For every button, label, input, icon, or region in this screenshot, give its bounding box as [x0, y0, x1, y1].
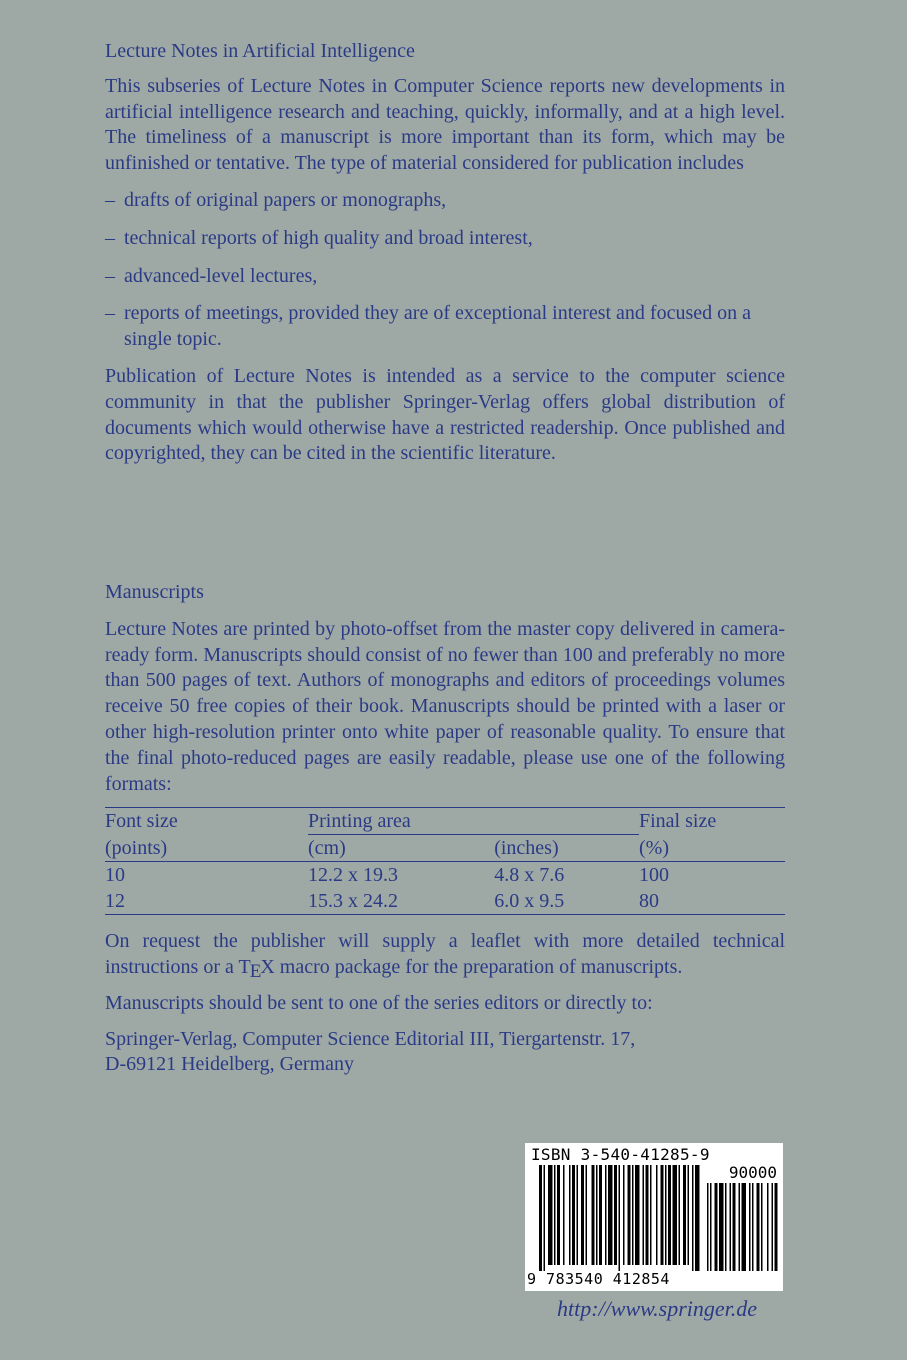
barcode-bar — [661, 1165, 664, 1265]
request-text: On request the publisher will supply a leaflet with more detailed technical instructions or a T — [105, 930, 785, 979]
barcode-addon-bar — [707, 1183, 709, 1271]
barcode-bar — [586, 1165, 588, 1265]
barcode-addon-bar — [725, 1183, 727, 1271]
barcode-bar — [563, 1165, 565, 1265]
barcode-addon-bar — [757, 1183, 760, 1271]
barcode-bar — [572, 1165, 575, 1265]
barcode-addon-bar — [761, 1183, 763, 1271]
request-paragraph — [105, 929, 785, 981]
barcode-bar — [619, 1165, 621, 1271]
isbn-text: ISBN 3-540-41285-9 — [531, 1145, 710, 1164]
barcode-bar — [665, 1165, 667, 1265]
barcode-addon-bar — [775, 1183, 778, 1271]
table-cell: 6.0 x 9.5 — [494, 889, 565, 912]
table-subheader-percent: (%) — [639, 836, 669, 859]
barcode-bar — [673, 1165, 678, 1265]
barcode-addon-bar — [715, 1183, 718, 1271]
barcode-bar — [596, 1165, 598, 1265]
barcode-bar — [599, 1165, 602, 1265]
table-cell: 10 — [105, 862, 308, 889]
series-heading: Lecture Notes in Artificial Intelligence — [105, 40, 415, 62]
table-header-printing-area: Printing area — [308, 808, 639, 835]
list-item: – technical reports of high quality and broad interest, — [105, 226, 785, 252]
barcode-addon-bar — [749, 1183, 751, 1271]
barcode-bar — [632, 1165, 634, 1265]
barcode-addon-bar — [719, 1183, 724, 1271]
barcode-bar — [628, 1165, 631, 1265]
barcode-bar — [544, 1165, 546, 1271]
barcode-addon-bar — [742, 1183, 747, 1271]
table-row — [105, 862, 785, 889]
send-paragraph: Manuscripts should be sent to one of the series editors or directly to: — [105, 991, 653, 1014]
barcode-bar — [683, 1165, 686, 1265]
barcode-bar — [656, 1165, 658, 1265]
request-text-end: X macro package for the preparation of manuscripts. — [260, 956, 683, 979]
list-item: – reports of meetings, provided they are of exceptional interest and focused on a single topic. — [105, 301, 785, 352]
table-subheader-inches: (inches) — [494, 836, 559, 859]
barcode-icon — [525, 1143, 783, 1291]
barcode-bar — [581, 1165, 584, 1265]
barcode-bar — [646, 1165, 649, 1265]
barcode-bar — [623, 1165, 625, 1265]
barcode-addon-bar — [772, 1183, 774, 1271]
table-cell: 80 — [639, 889, 659, 912]
ean-number: 9 783540 412854 — [527, 1270, 670, 1288]
table-cell: 4.8 x 7.6 — [494, 862, 639, 889]
barcode-bar — [548, 1165, 553, 1265]
barcode-addon-bar — [767, 1183, 769, 1271]
list-item: – drafts of original papers or monographs, — [105, 188, 785, 214]
barcode-bar — [668, 1165, 671, 1265]
barcode-bar — [679, 1165, 681, 1265]
publication-paragraph: Publication of Lecture Notes is intended as a service to the computer science community in that the publisher Springer-Verlag offers global distribution of documents which would otherwise have a restricted readership. Once published and copyrighted, they can be cited in the scientific literature. — [105, 365, 785, 465]
barcode-bar — [688, 1165, 690, 1265]
series-intro: This subseries of Lecture Notes in Computer Science reports new developments in artificial intelligence research and teaching, quickly, informally, and at a high level. The timeliness of a manuscript is more important than its form, which may be unfinished or tentative. The type of material considered for publication includes — [105, 75, 785, 174]
manuscripts-heading: Manuscripts — [105, 580, 204, 603]
barcode-bar — [692, 1165, 694, 1271]
barcode-addon-bar — [733, 1183, 736, 1271]
barcode-bar — [569, 1165, 571, 1265]
barcode-bar — [635, 1165, 640, 1265]
formats-table — [105, 807, 785, 915]
address-line-2: D-69121 Heidelberg, Germany — [105, 1053, 355, 1076]
table-row — [105, 888, 785, 915]
barcode-bar — [539, 1165, 542, 1271]
table-cell: 100 — [639, 862, 785, 889]
barcode-bar — [605, 1165, 607, 1265]
barcode-addon-bar — [730, 1183, 732, 1271]
table-subheader-points: (points) — [105, 836, 168, 859]
table-subheader-cm: (cm) — [308, 836, 346, 859]
tex-logo-e: E — [249, 961, 262, 983]
publisher-url[interactable]: http://www.springer.de — [557, 1296, 758, 1321]
barcode-bar — [614, 1165, 617, 1265]
material-list — [105, 188, 785, 352]
addon-code: 90000 — [728, 1163, 777, 1182]
barcode-bar — [577, 1165, 579, 1265]
table-cell: 15.3 x 24.2 — [308, 889, 398, 912]
barcode-addon-bar — [710, 1183, 712, 1271]
table-cell: 12.2 x 19.3 — [308, 862, 494, 889]
barcode-bar — [650, 1165, 652, 1265]
address-line-1: Springer-Verlag, Computer Science Editorial III, Tiergartenstr. 17, — [105, 1027, 636, 1050]
table-header-final-size: Final size — [639, 810, 717, 833]
manuscripts-body: Lecture Notes are printed by photo-offset from the master copy delivered in camera-ready form. Manuscripts should consist of no fewer than 100 and preferably no more than 500 pages of text. Authors of monographs and editors of proceedings volumes receive 50 free copies of their book. Manuscripts should be printed with a laser or other high-resolution printer onto white paper of reasonable quality. To ensure that the final photo-reduced pages are easily readable, please use one of the following formats: — [105, 617, 785, 795]
list-item: – advanced-level lectures, — [105, 264, 785, 290]
table-header-font-size: Font size — [105, 810, 178, 833]
barcode-bar — [643, 1165, 645, 1265]
barcode-addon-bar — [752, 1183, 754, 1271]
barcode-bar — [557, 1165, 560, 1265]
barcode-bar — [608, 1165, 613, 1265]
barcode-bar — [592, 1165, 595, 1265]
barcode-addon-bar — [739, 1183, 741, 1271]
barcode-bar — [695, 1165, 700, 1271]
back-cover-text — [105, 38, 785, 1078]
table-cell: 12 — [105, 889, 125, 912]
isbn-barcode — [525, 1143, 783, 1291]
barcode-bar — [554, 1165, 556, 1265]
